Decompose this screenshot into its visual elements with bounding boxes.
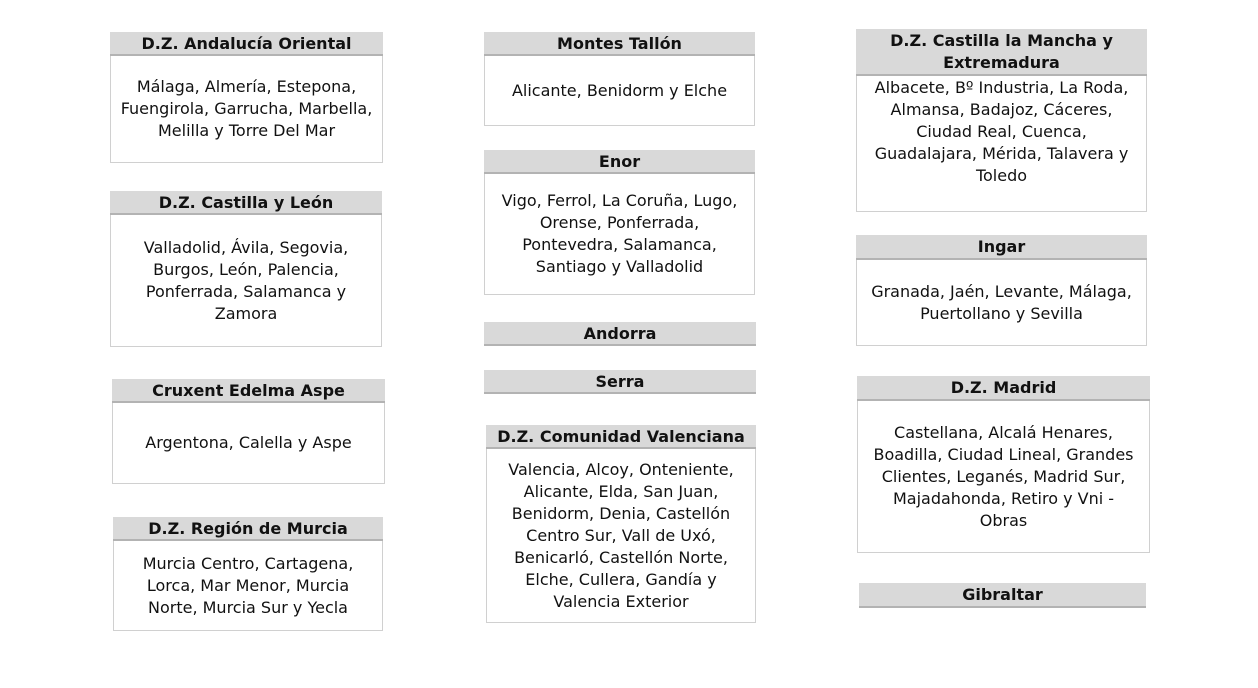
group-title: Gibraltar: [859, 583, 1146, 608]
group-title: D.Z. Comunidad Valenciana: [486, 425, 756, 449]
group-madrid: [857, 376, 1150, 530]
group-gibraltar: [859, 583, 1146, 608]
group-title: Enor: [484, 150, 755, 174]
group-title: D.Z. Castilla la Mancha y Extremadura: [856, 29, 1147, 76]
group-locations: Murcia Centro, Cartagena, Lorca, Mar Menor, Murcia Norte, Murcia Sur y Yecla: [113, 541, 383, 631]
group-title: D.Z. Andalucía Oriental: [110, 32, 383, 56]
group-title: Ingar: [856, 235, 1147, 260]
group-title: D.Z. Castilla y León: [110, 191, 382, 215]
group-region-murcia: [113, 517, 383, 617]
group-locations: Argentona, Calella y Aspe: [112, 403, 385, 484]
group-comunidad-valenciana: [486, 425, 756, 611]
group-locations: Granada, Jaén, Levante, Málaga, Puertollano y Sevilla: [856, 260, 1147, 346]
group-andorra: [484, 322, 756, 346]
group-title: Montes Tallón: [484, 32, 755, 56]
group-title: Serra: [484, 370, 756, 394]
group-locations: Valencia, Alcoy, Onteniente, Alicante, Elda, San Juan, Benidorm, Denia, Castellón Centro Sur, Vall de Uxó, Benicarló, Castellón Norte, Elche, Cullera, Gandía y Valencia Exterior: [486, 449, 756, 623]
group-title: Cruxent Edelma Aspe: [112, 379, 385, 403]
group-locations: Vigo, Ferrol, La Coruña, Lugo, Orense, Ponferrada, Pontevedra, Salamanca, Santiago y Valladolid: [484, 174, 755, 295]
group-locations: Alicante, Benidorm y Elche: [484, 56, 755, 126]
group-locations: Albacete, Bº Industria, La Roda, Almansa, Badajoz, Cáceres, Ciudad Real, Cuenca, Guadalajara, Mérida, Talavera y Toledo: [856, 76, 1147, 212]
group-locations: Valladolid, Ávila, Segovia, Burgos, León, Palencia, Ponferrada, Salamanca y Zamora: [110, 215, 382, 347]
group-title: D.Z. Región de Murcia: [113, 517, 383, 541]
group-title: Andorra: [484, 322, 756, 346]
group-locations: Castellana, Alcalá Henares, Boadilla, Ciudad Lineal, Grandes Clientes, Leganés, Madrid Sur, Majadahonda, Retiro y Vni - Obras: [857, 401, 1150, 553]
group-ingar: [856, 235, 1147, 323]
group-locations: Málaga, Almería, Estepona, Fuengirola, Garrucha, Marbella, Melilla y Torre Del Mar: [110, 56, 383, 163]
group-title: D.Z. Madrid: [857, 376, 1150, 401]
group-castilla-leon: [110, 191, 382, 323]
group-andalucia-oriental: [110, 32, 383, 140]
group-cruxent-edelma-aspe: [112, 379, 385, 452]
group-castilla-mancha-extremadura: [856, 29, 1147, 185]
group-enor: [484, 150, 755, 276]
group-montes-tallon: [484, 32, 755, 100]
group-serra: [484, 370, 756, 394]
